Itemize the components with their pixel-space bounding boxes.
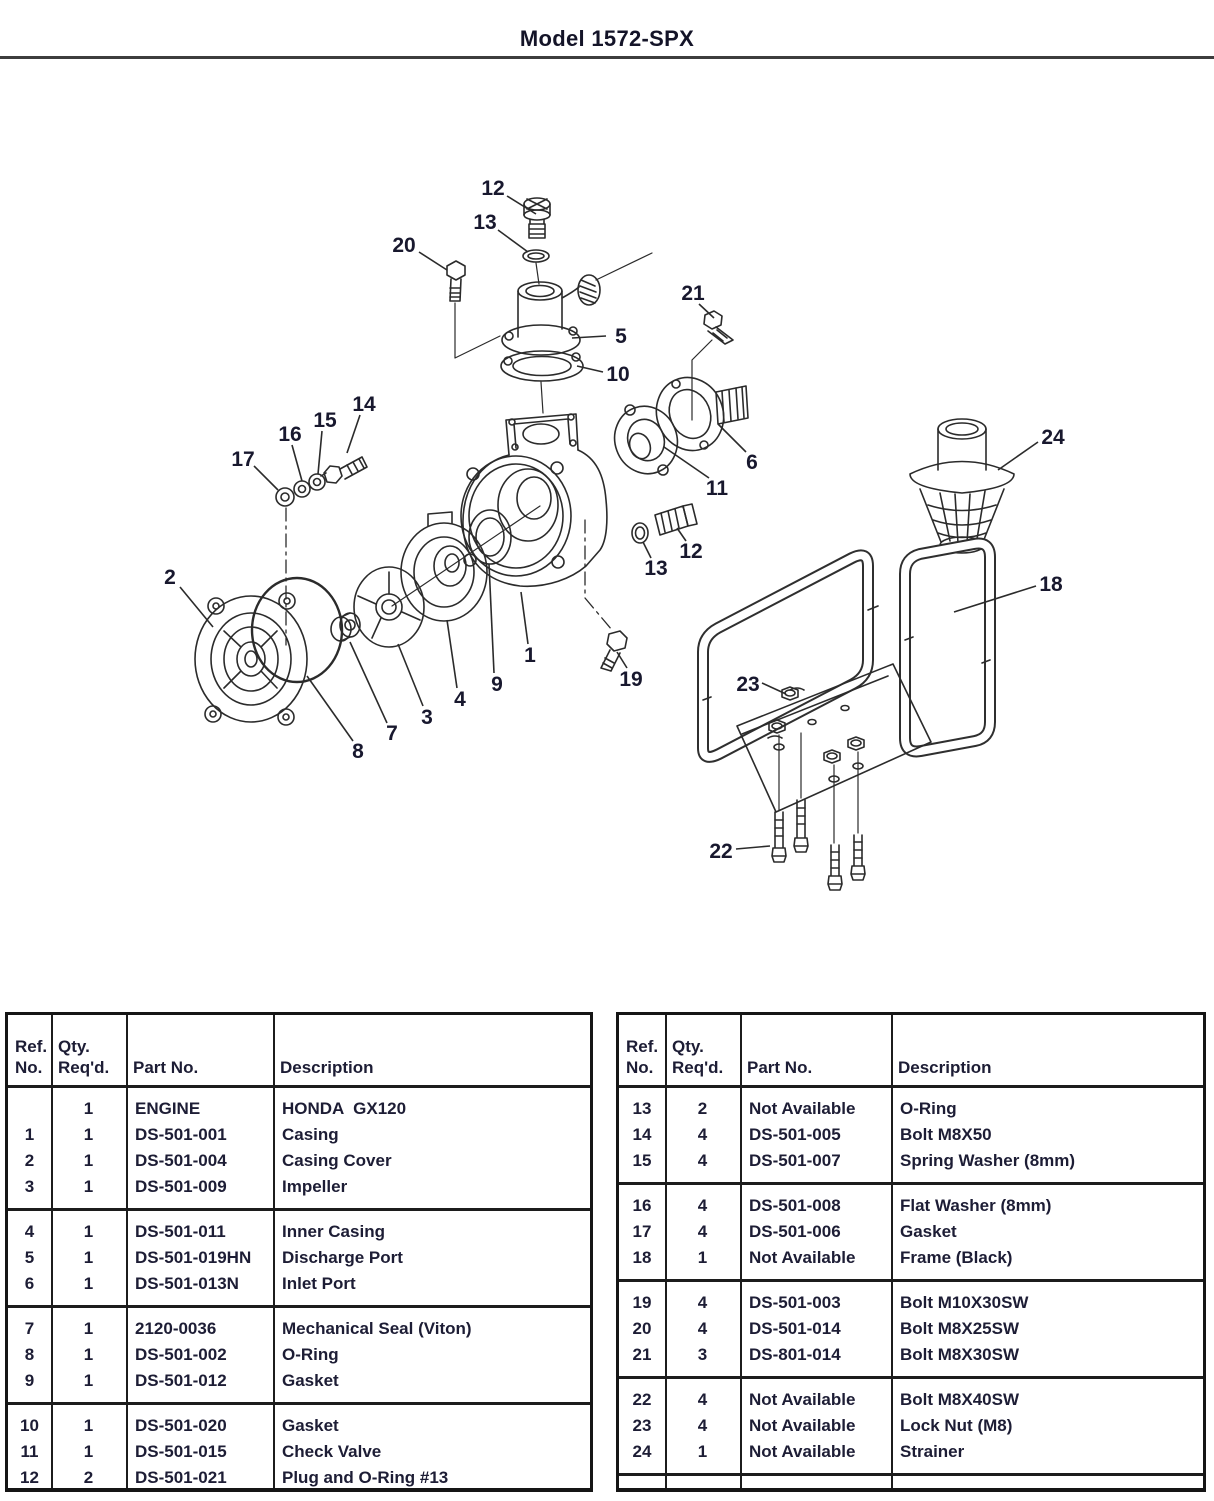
table-group (619, 1182, 1203, 1279)
table-cell: DS-501-021 (135, 1468, 227, 1487)
table-cell: 16 (632, 1196, 652, 1215)
column-header: Ref. No. (15, 1037, 48, 1077)
column-header: Part No. (133, 1058, 199, 1077)
table-cell: 1 (697, 1248, 708, 1267)
callout-leader-13-oring-top (498, 230, 528, 252)
table-cell: Gasket (282, 1416, 339, 1435)
table-cell (891, 1476, 1203, 1499)
callout-5-discharge-port: 5 (615, 325, 627, 348)
table-cell: DS-501-005 (749, 1125, 841, 1144)
part-plug-side (655, 504, 697, 535)
column-divider (273, 1015, 275, 1488)
table-cell: 1 (697, 1442, 708, 1461)
table-cell: 4 (697, 1151, 708, 1170)
table-cell: Bolt M8X40SW (900, 1390, 1020, 1409)
callout-24-strainer: 24 (1041, 426, 1065, 449)
table-cell: 4 (697, 1222, 708, 1241)
table-cell: DS-501-011 (135, 1222, 226, 1241)
table-cell: DS-501-019HN (135, 1248, 252, 1267)
table-cell: 2 (83, 1468, 94, 1487)
callout-leader-14-bolt (347, 415, 360, 453)
callout-8-oring: 8 (352, 740, 364, 763)
table-cell: DS-501-008 (749, 1196, 841, 1215)
table-cell: DS-501-003 (749, 1293, 841, 1312)
table-cell: Bolt M8X50 (900, 1125, 992, 1144)
table-cell: 18 (632, 1248, 652, 1267)
table-cell (665, 1476, 740, 1499)
callout-12-plug-top: 12 (481, 177, 505, 200)
table-cell: DS-501-006 (749, 1222, 841, 1241)
table-cell: Discharge Port (282, 1248, 403, 1267)
table-cell: 12 (20, 1468, 39, 1487)
callout-leader-16-flat-washer (292, 445, 302, 481)
callout-21-bolt: 21 (681, 282, 705, 305)
callout-7-mech-seal: 7 (386, 722, 398, 745)
table-cell: Impeller (282, 1177, 348, 1196)
table-cell: 19 (632, 1293, 652, 1312)
table-cell: Frame (Black) (900, 1248, 1013, 1267)
table-cell: 4 (697, 1196, 708, 1215)
table-cell: DS-501-004 (135, 1151, 227, 1170)
table-cell: 2 (24, 1151, 35, 1170)
table-cell (8, 1096, 51, 1122)
table-cell: 1 (83, 1125, 94, 1144)
column-divider (665, 1015, 667, 1488)
column-header: Qty. Req'd. (672, 1037, 724, 1077)
table-cell: 13 (632, 1099, 652, 1118)
table-group (8, 1208, 590, 1305)
part-inlet-port (646, 367, 748, 460)
table-cell: 1 (83, 1274, 94, 1293)
table-cell: 1 (83, 1177, 94, 1196)
callout-leader-5-discharge-port (572, 336, 606, 338)
table-cell: 5 (24, 1248, 35, 1267)
table-cell: Bolt M10X30SW (900, 1293, 1029, 1312)
callout-2-casing-cover: 2 (164, 566, 176, 589)
table-cell: 4 (24, 1222, 35, 1241)
table-cell: O-Ring (900, 1099, 957, 1118)
table-group (619, 1376, 1203, 1473)
part-casing-cover (195, 593, 307, 725)
table-cell: 22 (632, 1390, 652, 1409)
callout-10-gasket: 10 (606, 363, 630, 386)
part-bolt-19 (601, 631, 627, 671)
callout-12-plug-side: 12 (679, 540, 703, 563)
callout-leader-21-bolt (699, 304, 714, 318)
table-cell: 14 (632, 1125, 652, 1144)
table-cell: Lock Nut (M8) (900, 1416, 1013, 1435)
table-cell: 1 (83, 1319, 94, 1338)
table-cell: Not Available (749, 1390, 856, 1409)
table-header-row (619, 1015, 1203, 1088)
table-cell: 4 (697, 1390, 708, 1409)
table-cell: DS-501-013N (135, 1274, 239, 1293)
part-strainer (910, 419, 1014, 553)
callout-13-oring-top: 13 (473, 211, 497, 234)
table-cell: Strainer (900, 1442, 965, 1461)
table-cell: 10 (20, 1416, 39, 1435)
part-check-valve (605, 397, 687, 482)
table-cell: HONDA GX120 (282, 1099, 407, 1118)
table-cell: 2120-0036 (135, 1319, 217, 1338)
table-cell: 1 (24, 1125, 35, 1144)
callout-11-check-valve: 11 (705, 477, 729, 500)
callout-leader-15-spring-washer (318, 431, 322, 474)
table-cell: Not Available (749, 1442, 856, 1461)
callout-leader-20-bolt (419, 252, 447, 270)
part-plug-top (524, 198, 550, 238)
column-divider (740, 1015, 742, 1488)
table-cell: DS-501-001 (135, 1125, 227, 1144)
table-cell: 21 (632, 1345, 652, 1364)
callout-18-frame: 18 (1039, 573, 1063, 596)
table-cell: DS-501-007 (749, 1151, 841, 1170)
part-discharge-port (502, 275, 600, 355)
table-cell: 17 (632, 1222, 652, 1241)
table-cell: 4 (697, 1125, 708, 1144)
table-cell: 24 (632, 1442, 652, 1461)
callout-22-bolt: 22 (709, 840, 733, 863)
table-cell: 6 (24, 1274, 35, 1293)
parts-table-right (616, 1012, 1206, 1492)
table-cell: 15 (632, 1151, 652, 1170)
callout-20-bolt: 20 (392, 234, 416, 257)
part-bolt-14 (324, 457, 367, 483)
table-cell (740, 1476, 891, 1499)
table-cell: Gasket (282, 1371, 339, 1390)
callout-17-gasket: 17 (231, 448, 255, 471)
column-divider (126, 1015, 128, 1488)
table-cell: Flat Washer (8mm) (900, 1196, 1052, 1215)
column-header: Ref. No. (626, 1037, 659, 1077)
table-cell: 7 (24, 1319, 35, 1338)
table-cell: Not Available (749, 1099, 856, 1118)
table-cell: Bolt M8X25SW (900, 1319, 1020, 1338)
part-oring-8 (252, 578, 342, 682)
callout-leader-24-strainer (998, 442, 1038, 470)
table-cell: 3 (697, 1345, 708, 1364)
callout-leader-22-bolt (736, 846, 770, 849)
table-cell: Not Available (749, 1248, 856, 1267)
callout-1-casing: 1 (524, 644, 536, 667)
table-cell: Inner Casing (282, 1222, 385, 1241)
callout-23-lock-nut: 23 (736, 673, 760, 696)
callout-layer (164, 177, 1065, 863)
table-cell: Check Valve (282, 1442, 382, 1461)
column-header: Description (898, 1058, 992, 1077)
table-group (8, 1088, 590, 1208)
table-cell: Mechanical Seal (Viton) (282, 1319, 472, 1338)
part-gasket-9 (469, 510, 511, 564)
table-cell: 23 (632, 1416, 652, 1435)
table-cell: Inlet Port (282, 1274, 356, 1293)
table-group (8, 1305, 590, 1402)
callout-6-inlet-port: 6 (746, 451, 758, 474)
callout-leader-17-gasket (254, 466, 278, 490)
table-cell: 1 (83, 1151, 94, 1170)
table-cell: 9 (24, 1371, 35, 1390)
table-cell: Plug and O-Ring #13 (282, 1468, 449, 1487)
callout-leader-6-inlet-port (718, 424, 746, 452)
table-cell (619, 1476, 665, 1499)
table-cell: DS-501-002 (135, 1345, 227, 1364)
table-cell: 2 (697, 1099, 708, 1118)
callout-leader-3-impeller (398, 644, 423, 706)
table-cell: Spring Washer (8mm) (900, 1151, 1076, 1170)
column-header: Qty. Req'd. (58, 1037, 110, 1077)
table-cell: Gasket (900, 1222, 957, 1241)
table-cell: 4 (697, 1416, 708, 1435)
callout-leader-13-oring-side (643, 542, 651, 558)
callout-16-flat-washer: 16 (278, 423, 302, 446)
callout-leader-23-lock-nut (762, 683, 786, 694)
table-group (8, 1402, 590, 1499)
callout-14-bolt: 14 (352, 393, 376, 416)
callout-leader-8-oring (307, 676, 353, 741)
table-cell: 1 (83, 1099, 94, 1118)
table-cell: Casing Cover (282, 1151, 392, 1170)
part-oring-side (632, 523, 648, 543)
table-cell: 1 (83, 1222, 94, 1241)
callout-9-gasket: 9 (491, 673, 503, 696)
table-cell: 4 (697, 1293, 708, 1312)
table-cell: 4 (697, 1319, 708, 1338)
table-cell: 3 (24, 1177, 35, 1196)
callout-15-spring-washer: 15 (313, 409, 337, 432)
part-inner-casing (401, 512, 487, 621)
table-group-empty (619, 1473, 1203, 1499)
table-cell: ENGINE (135, 1099, 201, 1118)
table-cell: Bolt M8X30SW (900, 1345, 1020, 1364)
table-cell: 1 (83, 1345, 94, 1364)
table-group (619, 1088, 1203, 1182)
callout-19-bolt: 19 (619, 668, 643, 691)
callout-leader-7-mech-seal (350, 642, 387, 723)
column-divider (51, 1015, 53, 1488)
table-cell: 11 (20, 1442, 39, 1461)
table-cell: DS-501-020 (135, 1416, 227, 1435)
callout-leader-9-gasket (489, 564, 494, 673)
table-header-row (8, 1015, 590, 1088)
table-cell: 8 (24, 1345, 35, 1364)
table-cell: 1 (83, 1416, 94, 1435)
part-casing (461, 414, 607, 586)
table-cell: DS-801-014 (749, 1345, 841, 1364)
table-cell: 1 (83, 1442, 94, 1461)
callout-leader-1-casing (521, 592, 528, 644)
column-header: Description (280, 1058, 374, 1077)
callout-leader-19-bolt (617, 652, 627, 668)
part-bolt-21 (704, 311, 733, 344)
table-cell: DS-501-012 (135, 1371, 227, 1390)
callout-3-impeller: 3 (421, 706, 433, 729)
page-title: Model 1572-SPX (519, 26, 695, 51)
callout-4-inner-casing: 4 (454, 688, 466, 711)
callout-13-oring-side: 13 (644, 557, 668, 580)
table-cell: 1 (83, 1371, 94, 1390)
table-cell: DS-501-009 (135, 1177, 227, 1196)
table-cell: Not Available (749, 1416, 856, 1435)
table-cell: 1 (83, 1248, 94, 1267)
table-cell: DS-501-015 (135, 1442, 227, 1461)
table-cell: Casing (282, 1125, 339, 1144)
table-cell: 20 (632, 1319, 652, 1338)
column-divider (891, 1015, 893, 1488)
table-cell: DS-501-014 (749, 1319, 841, 1338)
callout-leader-4-inner-casing (447, 620, 457, 688)
table-group (619, 1279, 1203, 1376)
part-bolt-20 (447, 261, 465, 301)
column-header: Part No. (747, 1058, 813, 1077)
table-cell: O-Ring (282, 1345, 339, 1364)
parts-table-left (5, 1012, 593, 1492)
part-bolts-22 (772, 800, 865, 890)
